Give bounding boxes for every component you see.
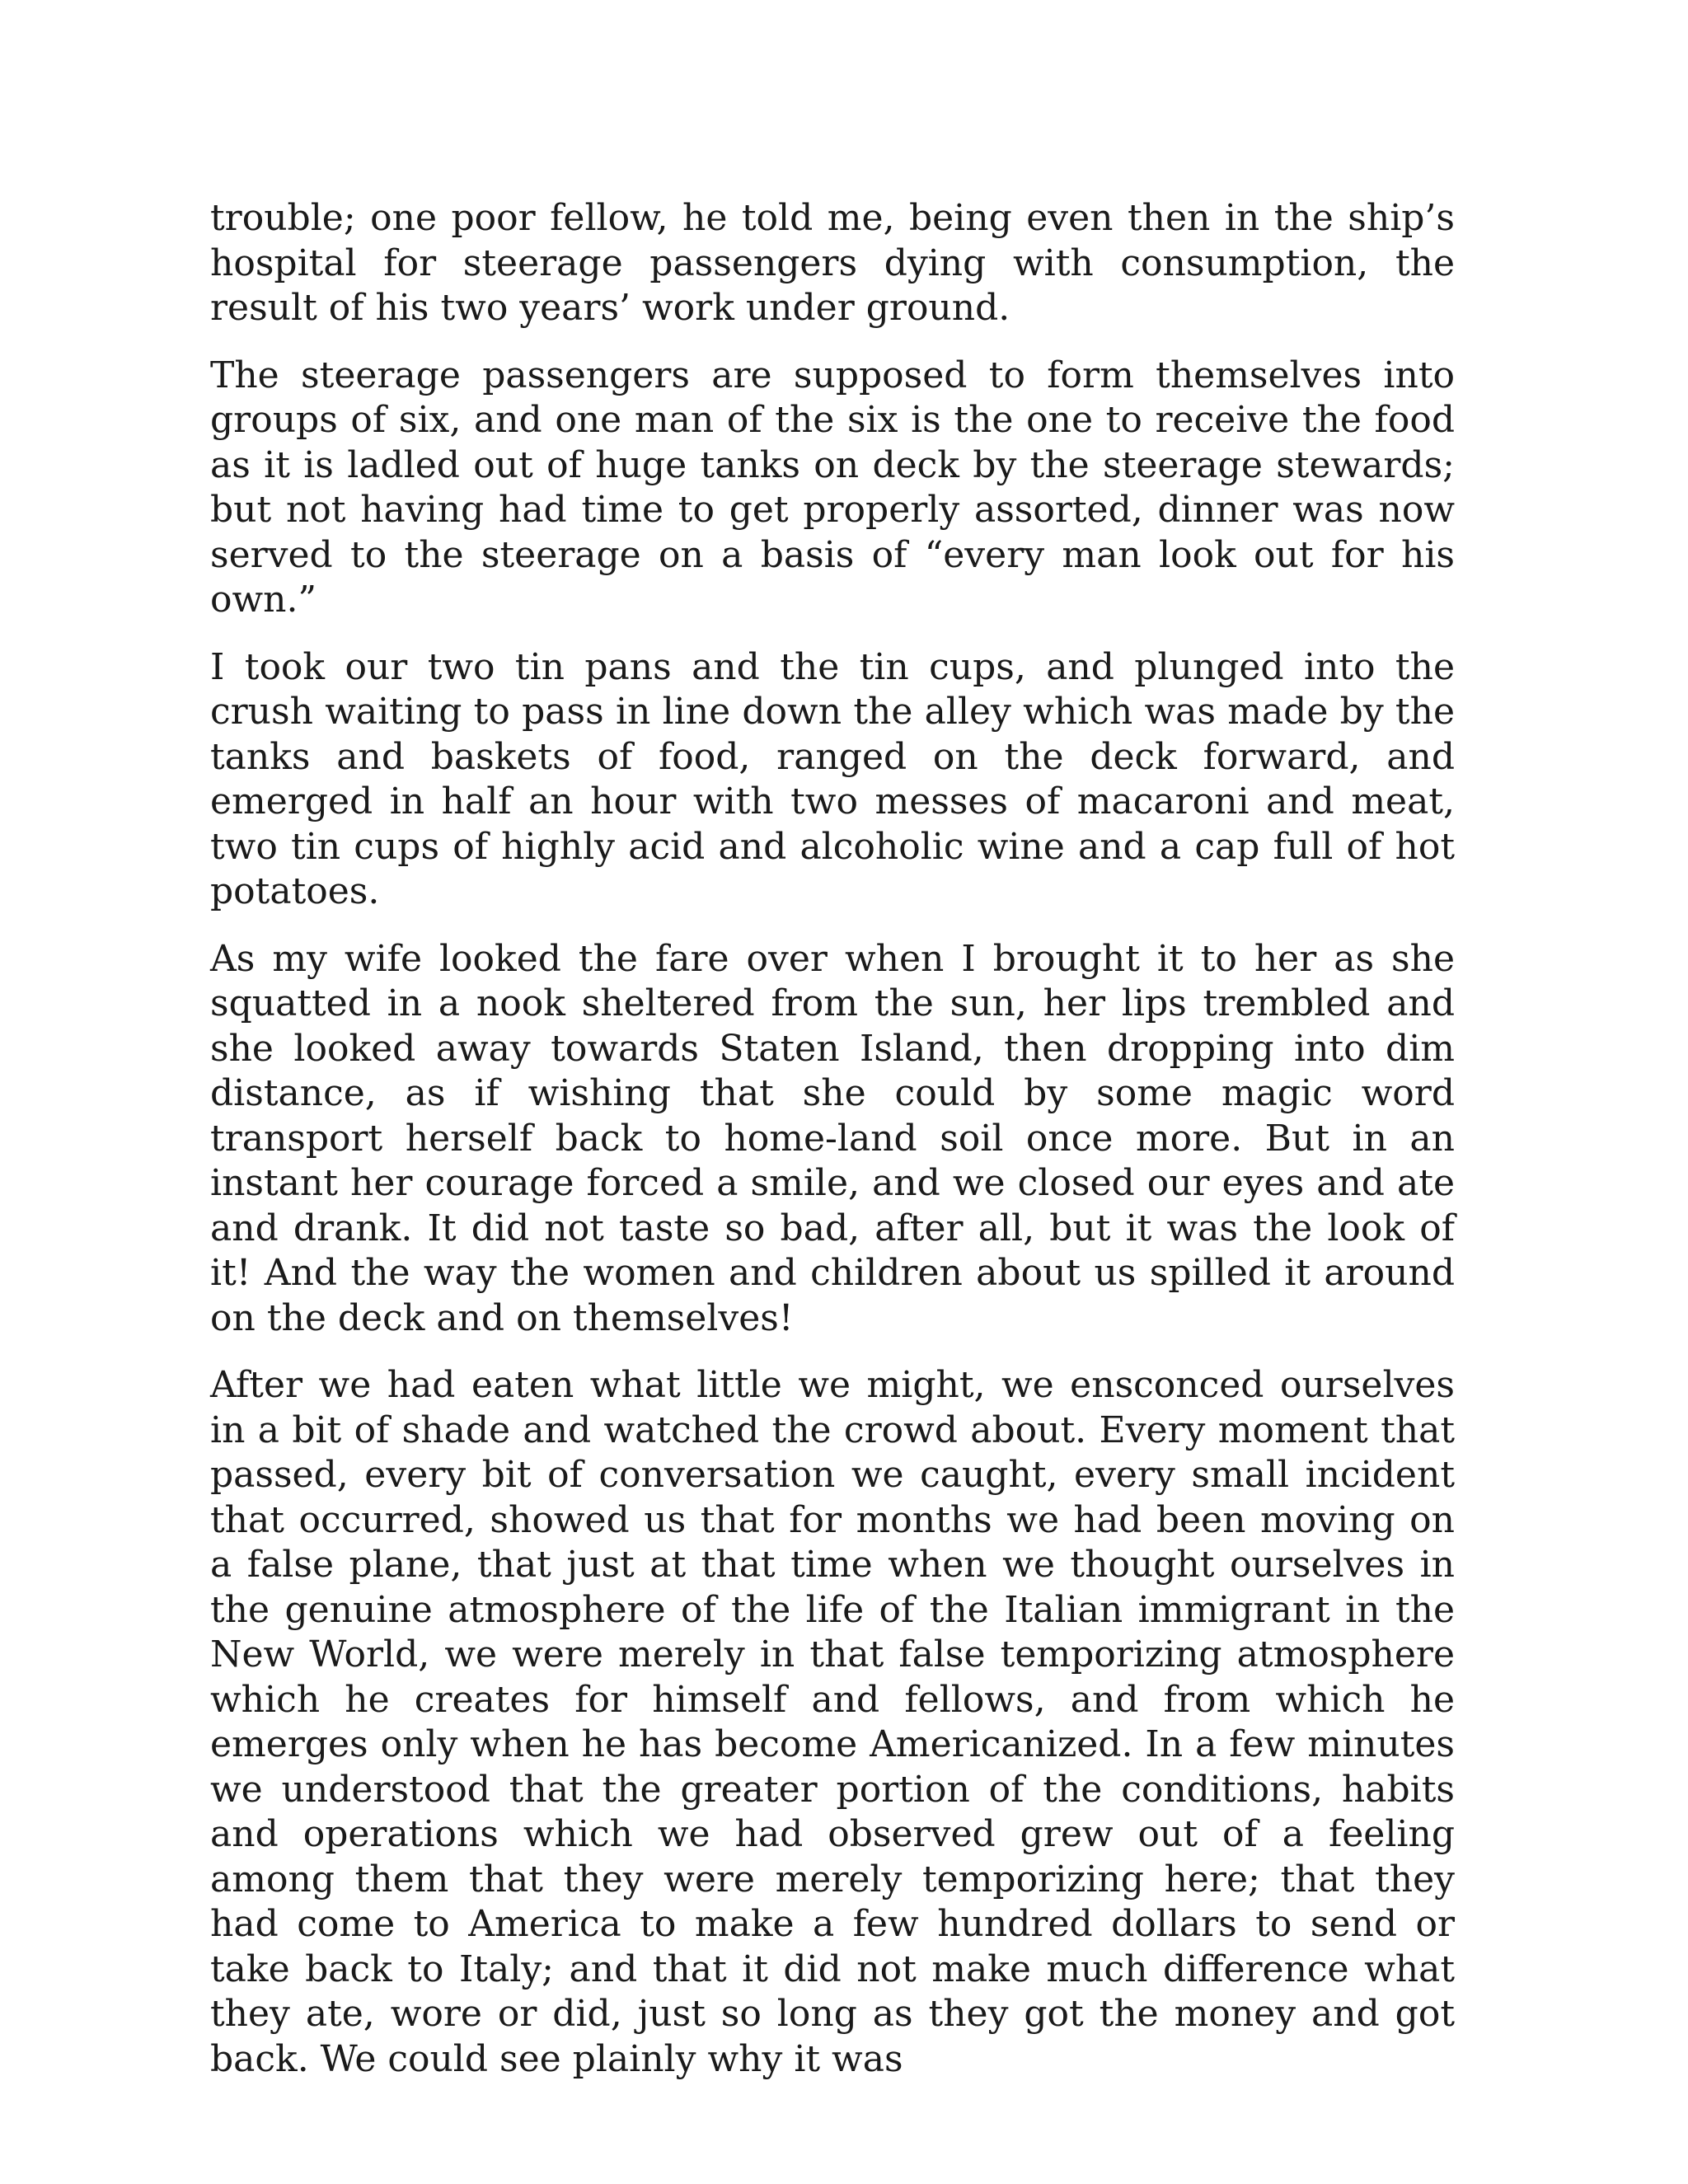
- paragraph-3: I took our two tin pans and the tin cups, and plunged into the crush waiting to pass in line down the alley which was made by the tanks and baskets of food, ranged on the deck forward, and emerged in half an hour with two messes of macaroni and meat, two tin cups of highly acid and alcoholic wine and a cap full of hot potatoes.: [210, 645, 1455, 912]
- paragraph-4: As my wife looked the fare over when I brought it to her as she squatted in a nook sheltered from the sun, her lips trembled and she looked away towards Staten Island, then dropping into dim distance, as if wishing that she could by some magic word transport herself back to home-land soil once more. But in an instant her courage forced a smile, and we closed our eyes and ate and drank. It did not taste so bad, after all, but it was the look of it! And the way the women and children about us spilled it around on the deck and on themselves!: [210, 937, 1455, 1339]
- paragraph-5: After we had eaten what little we might, we ensconced ourselves in a bit of shade and watched the crowd about. Every moment that passed, every bit of conversation we caught, every small incident that occurred, showed us that for months we had been moving on a false plane, that just at that time when we thought ourselves in the genuine atmosphere of the life of the Italian immigrant in the New World, we were merely in that false temporizing atmosphere which he creates for himself and fellows, and from which he emerges only when he has become Americanized. In a few minutes we understood that the greater portion of the conditions, habits and operations which we had observed grew out of a feeling among them that they were merely temporizing here; that they had come to America to make a few hundred dollars to send or take back to Italy; and that it did not make much difference what they ate, wore or did, just so long as they got the money and got back. We could see plainly why it was: [210, 1364, 1455, 2080]
- paragraph-2: The steerage passengers are supposed to form themselves into groups of six, and one man of the six is the one to receive the food as it is ladled out of huge tanks on deck by the steerage stewards; but not having had time to get properly assorted, dinner was now served to the steerage on a basis of “every man look out for his own.”: [210, 354, 1455, 621]
- paragraph-1: trouble; one poor fellow, he told me, being even then in the ship’s hospital for steerage passengers dying with consumption, the result of his two years’ work under ground.: [210, 197, 1455, 329]
- body-text: [210, 196, 1455, 2104]
